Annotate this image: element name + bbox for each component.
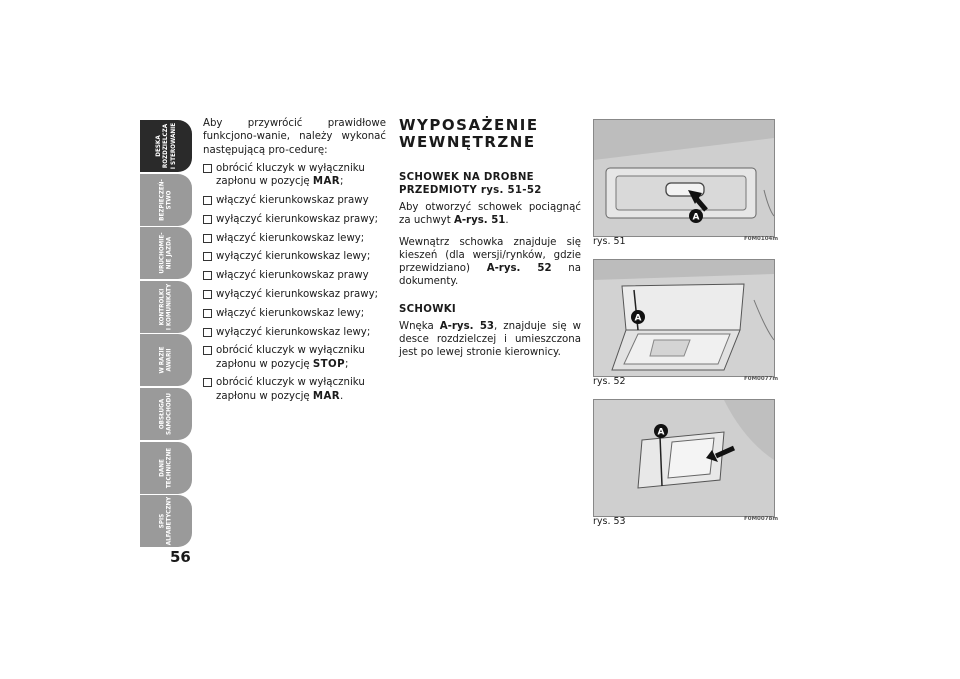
checkbox-bullet-icon	[203, 378, 212, 387]
figure-52-caption: rys. 52	[593, 376, 626, 387]
checkbox-bullet-icon	[203, 234, 212, 243]
list-item: włączyć kierunkowskaz prawy	[203, 269, 386, 282]
figure-52-image	[593, 259, 775, 377]
equipment-column	[399, 117, 581, 368]
section-title: WYPOSAŻENIE WEWNĘTRZNE	[399, 116, 539, 151]
list-item: obrócić kluczyk w wyłączniku zapłonu w pozycję MAR.	[203, 376, 386, 403]
tab-spis[interactable]: SPIS ALFABETYCZNY	[140, 495, 192, 547]
figure-51-image	[593, 119, 775, 237]
figure-51-caption: rys. 51	[593, 236, 626, 247]
figure-53-code: F0M0078m	[744, 516, 779, 522]
figure-52-code: F0M0077m	[744, 376, 779, 382]
tab-bezpieczenstwo[interactable]: BEZPIECZEŃ- STWO	[140, 174, 192, 226]
glovebox-heading: SCHOWEK NA DROBNE PRZEDMIOTY rys. 51-52	[399, 172, 542, 196]
list-item: włączyć kierunkowskaz lewy;	[203, 232, 386, 245]
list-item: wyłączyć kierunkowskaz lewy;	[203, 326, 386, 339]
list-item: wyłączyć kierunkowskaz prawy;	[203, 213, 386, 226]
figure-53-image	[593, 399, 775, 517]
procedure-list	[203, 162, 386, 403]
chapter-tabs	[140, 120, 192, 549]
tab-deska-rozdzielcza[interactable]: DESKA ROZDZIELCZA I STEROWANIE	[140, 120, 192, 172]
list-item: włączyć kierunkowskaz lewy;	[203, 307, 386, 320]
side-compartment-illustration	[594, 400, 774, 516]
glovebox-closed-illustration	[594, 120, 774, 236]
list-item: wyłączyć kierunkowskaz prawy;	[203, 288, 386, 301]
svg-text:A: A	[657, 427, 665, 438]
figure-51-code: F0M0104m	[744, 236, 779, 242]
tab-kontrolki[interactable]: KONTROLKI I KOMUNIKATY	[140, 281, 192, 333]
tab-w-razie-awarii[interactable]: W RAZIE AWARII	[140, 334, 192, 386]
list-item: wyłączyć kierunkowskaz lewy;	[203, 250, 386, 263]
glovebox-open-illustration	[594, 260, 774, 376]
list-item: obrócić kluczyk w wyłączniku zapłonu w pozycję STOP;	[203, 344, 386, 371]
checkbox-bullet-icon	[203, 164, 212, 173]
compartments-text: Wnęka A-rys. 53, znajduje się w desce rozdzielczej i umieszczona jest po lewej stronie kierownicy.	[399, 320, 582, 359]
list-item: obrócić kluczyk w wyłączniku zapłonu w pozycję MAR;	[203, 162, 386, 189]
checkbox-bullet-icon	[203, 252, 212, 261]
checkbox-bullet-icon	[203, 215, 212, 224]
figure-53-caption: rys. 53	[593, 516, 626, 527]
checkbox-bullet-icon	[203, 309, 212, 318]
glovebox-text-2: Wewnątrz schowka znajduje się kieszeń (dla wersji/rynków, gdzie przewidziano) A-rys. 52 na dokumenty.	[399, 236, 581, 288]
glovebox-text-1: Aby otworzyć schowek pociągnąć za uchwyt A-rys. 51.	[399, 202, 581, 227]
checkbox-bullet-icon	[203, 290, 212, 299]
checkbox-bullet-icon	[203, 346, 212, 355]
tab-obsluga[interactable]: OBSŁUGA SAMOCHODU	[140, 388, 192, 440]
checkbox-bullet-icon	[203, 328, 212, 337]
intro-text: Aby przywrócić prawidłowe funkcjono-wanie, należy wykonać następującą pro-cedurę:	[203, 118, 386, 156]
list-item: włączyć kierunkowskaz prawy	[203, 194, 386, 207]
checkbox-bullet-icon	[203, 271, 212, 280]
tab-dane-techniczne[interactable]: DANE TECHNICZNE	[140, 442, 192, 494]
svg-text:A: A	[692, 212, 700, 223]
page-number: 56	[170, 548, 191, 566]
compartments-heading: SCHOWKI	[399, 303, 457, 315]
svg-text:A: A	[634, 313, 642, 324]
procedure-column	[203, 117, 386, 409]
checkbox-bullet-icon	[203, 196, 212, 205]
tab-uruchomienie[interactable]: URUCHOMIE- NIE JAZDA	[140, 227, 192, 279]
